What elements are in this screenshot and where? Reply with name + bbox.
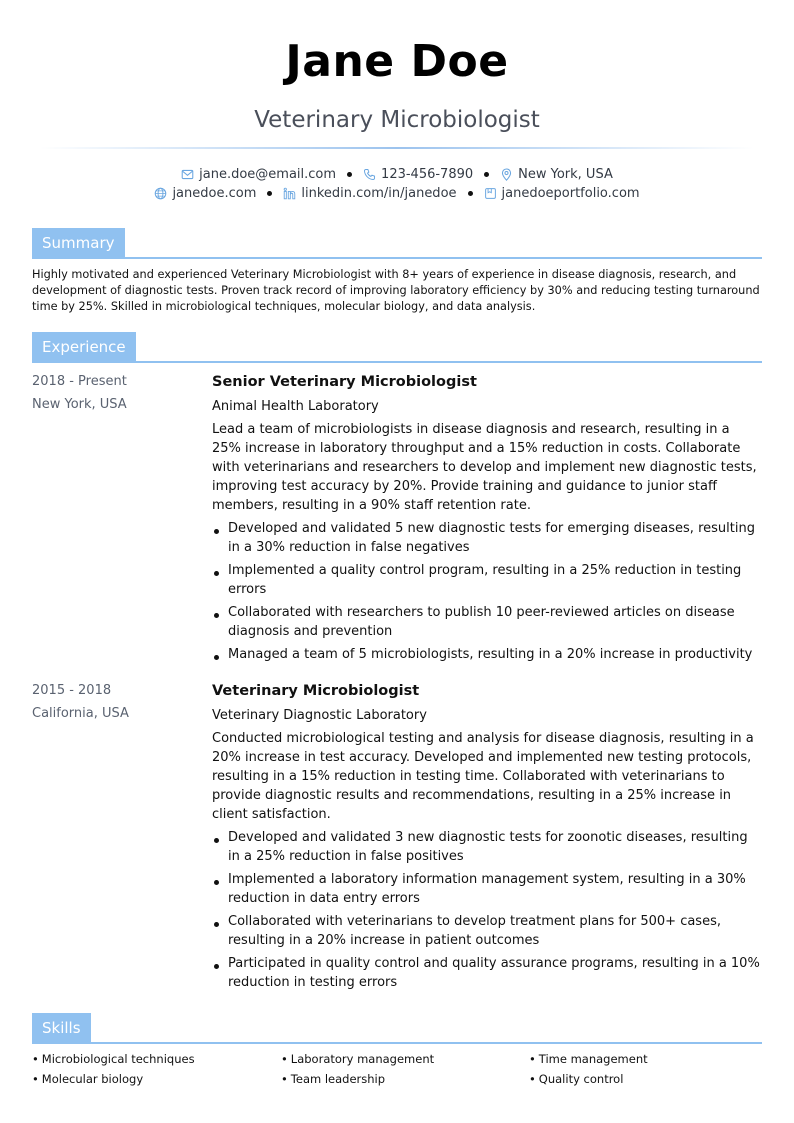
experience-bullet: Participated in quality control and quality assurance programs, resulting in a 10% reduction in testing errors (212, 954, 762, 992)
experience-dates: 2015 - 2018 (32, 683, 112, 698)
experience-body (212, 373, 762, 668)
experience-role: Veterinary Microbiologist (212, 683, 420, 699)
title-divider (40, 147, 754, 149)
contact-linkedin[interactable] (283, 186, 456, 201)
skill-item: • Quality control (529, 1072, 623, 1086)
section-title: Summary (32, 228, 125, 258)
mail-icon (181, 168, 194, 181)
experience-bullets (212, 519, 762, 664)
skill-item: • Team leadership (281, 1072, 385, 1086)
experience-bullet: Managed a team of 5 microbiologists, resulting in a 20% increase in productivity (212, 645, 762, 664)
skill-item: • Microbiological techniques (32, 1052, 195, 1066)
portfolio-text: janedoeportfolio.com (501, 186, 640, 201)
phone-icon (363, 168, 376, 181)
contact-email[interactable] (181, 167, 336, 182)
experience-bullet: Developed and validated 5 new diagnostic tests for emerging diseases, resulting in a 30% reduction in false negatives (212, 519, 762, 557)
experience-bullet: Implemented a laboratory information management system, resulting in a 30% reduction in data entry errors (212, 870, 762, 908)
experience-company: Animal Health Laboratory (212, 399, 379, 414)
location-text: New York, USA (518, 167, 613, 182)
linkedin-icon (283, 187, 296, 200)
skills-section-header (32, 1013, 762, 1045)
section-rule (32, 361, 762, 363)
experience-dates: 2018 - Present (32, 374, 127, 389)
email-text: jane.doe@email.com (199, 167, 337, 182)
experience-role: Senior Veterinary Microbiologist (212, 374, 477, 390)
experience-bullet: Collaborated with veterinarians to develop treatment plans for 500+ cases, resulting in a 20% increase in patient outcomes (212, 912, 762, 950)
experience-body (212, 682, 762, 996)
website-text: janedoe.com (172, 186, 257, 201)
contact-location (500, 167, 613, 182)
skill-item: • Molecular biology (32, 1072, 143, 1086)
summary-text: Highly motivated and experienced Veterinary Microbiologist with 8+ years of experience in disease diagnosis, research, and development of diagnostic tests. Proven track record of improving laboratory efficiency by 30% and reducing testing turnaround time by 25%. Skilled in microbiological techniques, molecular biology, and data analysis. (32, 268, 760, 313)
experience-bullet: Implemented a quality control program, resulting in a 25% reduction in testing errors (212, 561, 762, 599)
experience-meta (32, 373, 202, 419)
location-pin-icon (500, 168, 513, 181)
phone-text: 123-456-7890 (381, 167, 474, 182)
separator-dot (468, 191, 473, 196)
skill-item: • Time management (529, 1052, 648, 1066)
job-title: Veterinary Microbiologist (254, 107, 540, 133)
section-rule (32, 1042, 762, 1044)
experience-location: New York, USA (32, 397, 127, 412)
separator-dot (267, 191, 272, 196)
summary-section-header (32, 228, 762, 260)
contact-line-2 (0, 186, 794, 201)
globe-icon (154, 187, 167, 200)
separator-dot (484, 172, 489, 177)
experience-bullets (212, 828, 762, 992)
portfolio-icon (484, 187, 497, 200)
contact-phone[interactable] (363, 167, 473, 182)
experience-meta (32, 682, 202, 728)
section-title: Skills (32, 1013, 91, 1043)
candidate-name: Jane Doe (285, 36, 509, 87)
experience-section-header (32, 332, 762, 364)
separator-dot (347, 172, 352, 177)
contact-line-1 (0, 167, 794, 182)
experience-description: Conducted microbiological testing and analysis for disease diagnosis, resulting in a 20% increase in test accuracy. Developed and implemented new testing protocols, resulting in a 15% reduction in testing time. Collaborated with veterinarians to provide diagnostic results and recommendations, resulting in a 25% increase in client satisfaction. (212, 731, 754, 822)
experience-bullet: Collaborated with researchers to publish 10 peer-reviewed articles on disease diagnosis and prevention (212, 603, 762, 641)
experience-description: Lead a team of microbiologists in disease diagnosis and research, resulting in a 25% increase in laboratory throughput and a 15% reduction in costs. Collaborate with veterinarians and researchers to develop and implement new diagnostic tests, improving test accuracy by 20%. Provide training and guidance to junior staff members, resulting in a 90% staff retention rate. (212, 422, 757, 513)
experience-location: California, USA (32, 706, 129, 721)
section-rule (32, 257, 762, 259)
experience-company: Veterinary Diagnostic Laboratory (212, 708, 427, 723)
skill-item: • Laboratory management (281, 1052, 434, 1066)
contact-website[interactable] (154, 186, 256, 201)
contact-portfolio[interactable] (484, 186, 640, 201)
experience-bullet: Developed and validated 3 new diagnostic tests for zoonotic diseases, resulting in a 25% reduction in false positives (212, 828, 762, 866)
linkedin-text: linkedin.com/in/janedoe (301, 186, 457, 201)
section-title: Experience (32, 332, 136, 362)
